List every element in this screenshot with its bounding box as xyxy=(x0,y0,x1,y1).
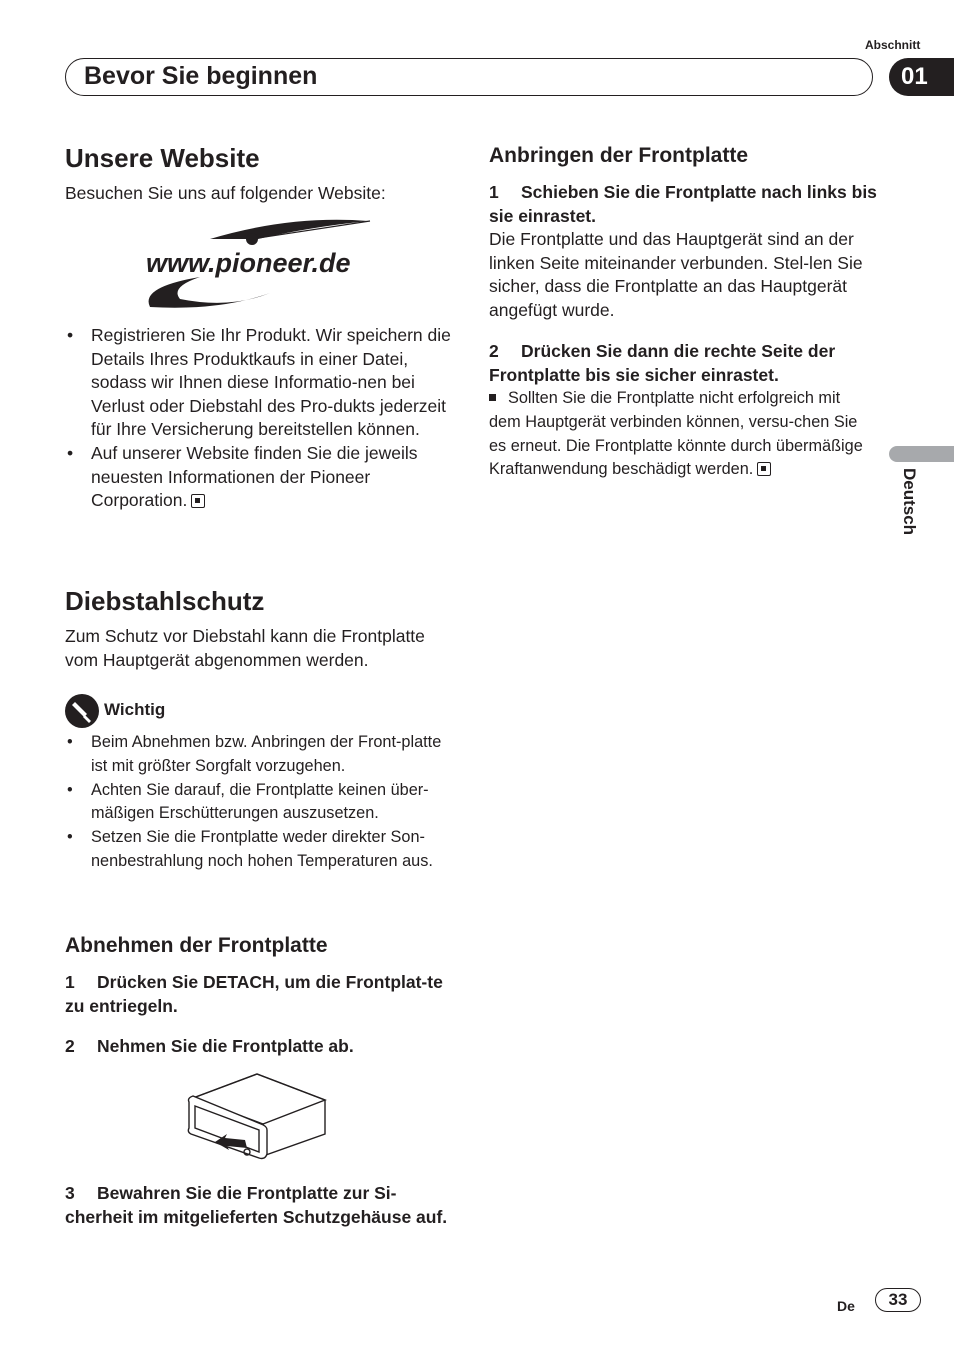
list-item: • Achten Sie darauf, die Frontplatte keinen über-mäßigen Erschütterungen auszusetzen. xyxy=(65,779,460,827)
section-number-badge: 01 xyxy=(889,58,954,96)
website-bullet-list xyxy=(65,324,451,513)
language-tab-label: Deutsch xyxy=(900,468,919,536)
attach-step-2-note: Sollten Sie die Frontplatte nicht erfolgreich mit dem Hauptgerät verbinden können, versu-chen Sie es erneut. Die Frontplatte könnte durch übermäßige Kraftanwendung beschädigt werden. xyxy=(489,389,863,479)
website-heading: Unsere Website xyxy=(65,143,260,173)
attach-step-1-text: Die Frontplatte und das Hauptgerät sind an der linken Seite miteinander verbunden. Stel-len Sie sicher, dass die Frontplatte an das Hauptgerät angefügt wurde. xyxy=(489,229,863,320)
important-bullet-list xyxy=(65,731,460,874)
list-item: • Beim Abnehmen bzw. Anbringen der Front-platte ist mit größter Sorgfalt vorzugehen. xyxy=(65,731,460,779)
section-label: Abschnitt xyxy=(865,38,921,52)
list-item: • Registrieren Sie Ihr Produkt. Wir speichern die Details Ihres Produktkaufs in einer Datei, sodass wir Ihnen diese Informatio-nen bei Verlust oder Diebstahl des Pro-dukts jederzeit für Ihre Versicherung bereitstellen können. xyxy=(65,324,451,442)
footer-language: De xyxy=(837,1298,855,1314)
logo-text: www.pioneer.de xyxy=(146,248,351,278)
pioneer-website-logo xyxy=(140,215,380,315)
attach-heading: Anbringen der Frontplatte xyxy=(489,144,748,167)
theft-intro: Zum Schutz vor Diebstahl kann die Frontplatte vom Hauptgerät abgenommen werden. xyxy=(65,626,425,670)
important-label: Wichtig xyxy=(104,700,166,719)
note-square-icon xyxy=(489,394,496,401)
remove-heading: Abnehmen der Frontplatte xyxy=(65,934,328,957)
language-tab-marker xyxy=(889,446,954,462)
end-mark-icon xyxy=(191,494,205,508)
important-icon xyxy=(65,694,99,728)
theft-heading: Diebstahlschutz xyxy=(65,586,265,616)
attach-step-2-title: 2 Drücken Sie dann die rechte Seite der Frontplatte bis sie sicher einrastet. xyxy=(489,341,836,385)
remove-step-3: 3 Bewahren Sie die Frontplatte zur Si-cherheit im mitgelieferten Schutzgehäuse auf. xyxy=(65,1183,448,1227)
front-panel-illustration xyxy=(185,1068,335,1163)
list-item: • Setzen Sie die Frontplatte weder direkter Son-nenbestrahlung noch hohen Temperaturen aus. xyxy=(65,826,460,874)
page-number: 33 xyxy=(875,1288,921,1312)
attach-step-1-title: 1 Schieben Sie die Frontplatte nach links bis sie einrastet. xyxy=(489,182,877,226)
page-title: Bevor Sie beginnen xyxy=(84,62,318,90)
remove-step-1: 1 Drücken Sie DETACH, um die Frontplat-te zu entriegeln. xyxy=(65,972,443,1016)
end-mark-icon xyxy=(757,462,771,476)
remove-step-2: 2 Nehmen Sie die Frontplatte ab. xyxy=(65,1036,354,1056)
website-intro: Besuchen Sie uns auf folgender Website: xyxy=(65,183,386,203)
list-item: • Auf unserer Website finden Sie die jeweils neuesten Informationen der Pioneer Corporation. xyxy=(65,442,451,513)
